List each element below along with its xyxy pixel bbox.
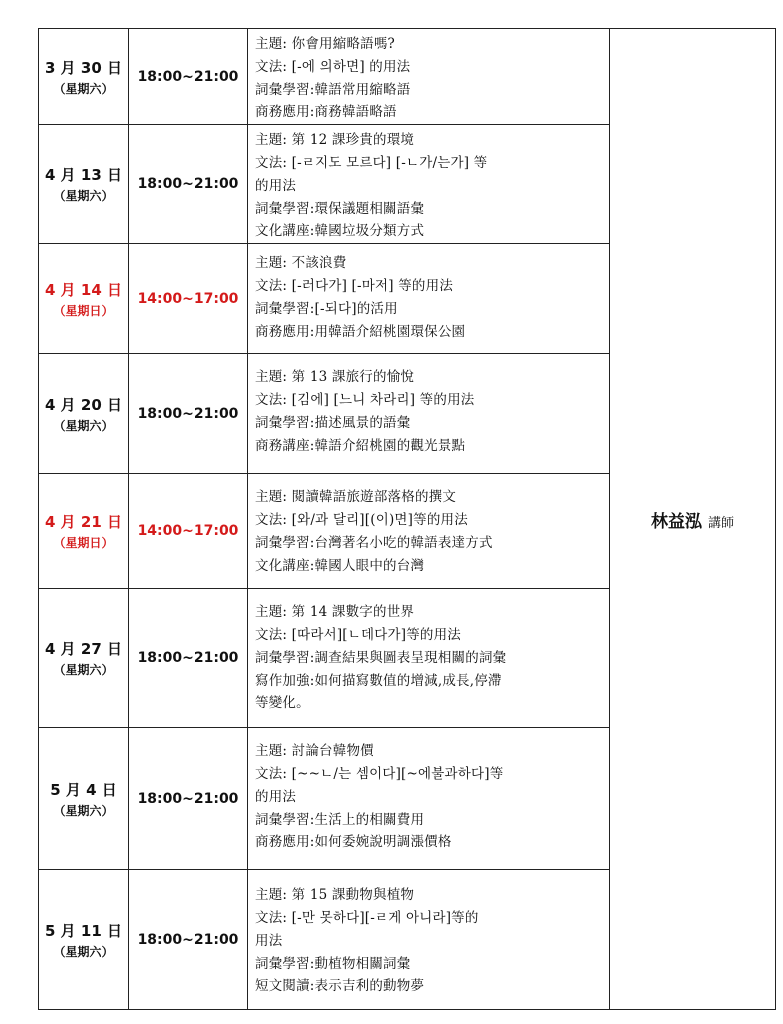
content-line: 商務講座:韓語介紹桃園的觀光景點: [255, 437, 466, 454]
session-content: [248, 125, 610, 244]
session-weekday: （星期日）: [53, 536, 114, 551]
session-date: 3 月 30 日: [45, 58, 122, 77]
content-line: 主題: 你會用縮略語嗎?: [255, 36, 395, 52]
session-time: 14:00~17:00: [129, 244, 248, 354]
content-line: 文法: [-만 못하다][-ㄹ게 아니라]等的: [255, 909, 479, 926]
session-content: [248, 29, 610, 125]
session-time: 18:00~21:00: [129, 589, 248, 728]
content-line: 等變化。: [255, 695, 310, 712]
session-time: 18:00~21:00: [129, 728, 248, 870]
session-time: 18:00~21:00: [129, 29, 248, 125]
content-line: 主題: 第 14 課數字的世界: [255, 604, 415, 621]
content-line: 主題: 第 13 課旅行的愉悅: [255, 369, 415, 386]
teacher-name: 林益泓: [650, 511, 702, 532]
content-line: 文化講座:韓國人眼中的台灣: [255, 557, 425, 574]
session-date: 4 月 21 日: [45, 513, 122, 532]
session-weekday: （星期六）: [53, 803, 114, 818]
session-date: 4 月 27 日: [45, 640, 122, 659]
date-cell: [39, 728, 129, 870]
content-line: 主題: 不該浪費: [255, 255, 347, 272]
session-weekday: （星期六）: [53, 81, 114, 96]
session-time: 14:00~17:00: [129, 474, 248, 589]
session-weekday: （星期六）: [53, 189, 114, 204]
content-line: 商務應用:商務韓語略語: [255, 104, 397, 121]
content-line: 詞彙學習:描述風景的語彙: [255, 414, 411, 431]
session-weekday: （星期六）: [53, 944, 114, 959]
session-content: [248, 728, 610, 870]
content-line: 的用法: [255, 788, 297, 805]
content-line: 短文閱讀:表示吉利的動物夢: [255, 978, 425, 995]
content-line: 詞彙學習:韓語常用縮略語: [255, 81, 411, 98]
content-line: 文法: [와/과 달리][(이)면]等的用法: [255, 511, 468, 528]
date-cell: [39, 29, 129, 125]
content-line: 文法: [-러다가] [-마저] 等的用法: [255, 277, 454, 294]
content-line: 詞彙學習:動植物相關詞彙: [255, 955, 411, 972]
session-weekday: （星期六）: [53, 418, 114, 433]
content-line: 詞彙學習:環保議題相關語彙: [255, 200, 425, 217]
content-line: 主題: 第 12 課珍貴的環境: [255, 132, 415, 149]
session-date: 5 月 4 日: [50, 780, 117, 799]
content-line: 用法: [255, 932, 283, 949]
content-line: 詞彙學習:台灣著名小吃的韓語表達方式: [255, 534, 493, 551]
content-line: 文法: [김에] [느니 차라리] 等的用法: [255, 391, 475, 408]
teacher-cell: [610, 29, 776, 1010]
content-line: 詞彙學習:調查結果與圖表呈現相關的詞彙: [255, 649, 507, 666]
session-content: [248, 244, 610, 354]
date-cell: [39, 474, 129, 589]
session-weekday: （星期日）: [53, 303, 114, 318]
session-content: [248, 589, 610, 728]
content-line: 主題: 閱讀韓語旅遊部落格的撰文: [255, 489, 457, 506]
content-line: 商務應用:如何委婉說明調漲價格: [255, 834, 452, 851]
schedule-row: [39, 29, 776, 125]
content-line: 文化講座:韓國垃圾分類方式: [255, 223, 425, 240]
session-time: 18:00~21:00: [129, 125, 248, 244]
content-line: 的用法: [255, 177, 297, 194]
content-line: 寫作加強:如何描寫數值的增減,成長,停滯: [255, 672, 502, 689]
content-line: 文法: [~~ㄴ/는 셈이다][~에불과하다]等: [255, 765, 504, 782]
date-cell: [39, 125, 129, 244]
session-content: [248, 354, 610, 474]
date-cell: [39, 870, 129, 1010]
session-time: 18:00~21:00: [129, 354, 248, 474]
session-content: [248, 474, 610, 589]
date-cell: [39, 589, 129, 728]
teacher-title: 講師: [707, 515, 734, 531]
session-weekday: （星期六）: [53, 663, 114, 678]
schedule-table: [38, 28, 776, 1010]
content-line: 商務應用:用韓語介紹桃園環保公園: [255, 323, 466, 340]
session-date: 5 月 11 日: [45, 921, 122, 940]
session-date: 4 月 13 日: [45, 166, 122, 185]
session-time: 18:00~21:00: [129, 870, 248, 1010]
content-line: 詞彙學習:[-되다]的活用: [255, 300, 398, 317]
date-cell: [39, 244, 129, 354]
session-date: 4 月 14 日: [45, 280, 122, 299]
session-date: 4 月 20 日: [45, 395, 122, 414]
content-line: 文法: [-에 의하면] 的用法: [255, 58, 411, 75]
content-line: 主題: 第 15 課動物與植物: [255, 887, 415, 904]
session-content: [248, 870, 610, 1010]
content-line: 詞彙學習:生活上的相關費用: [255, 811, 425, 828]
content-line: 文法: [따라서][ㄴ데다가]等的用法: [255, 626, 461, 643]
date-cell: [39, 354, 129, 474]
content-line: 文法: [-ㄹ지도 모르다] [-ㄴ가/는가] 等: [255, 154, 488, 171]
content-line: 主題: 討論台韓物價: [255, 743, 374, 760]
